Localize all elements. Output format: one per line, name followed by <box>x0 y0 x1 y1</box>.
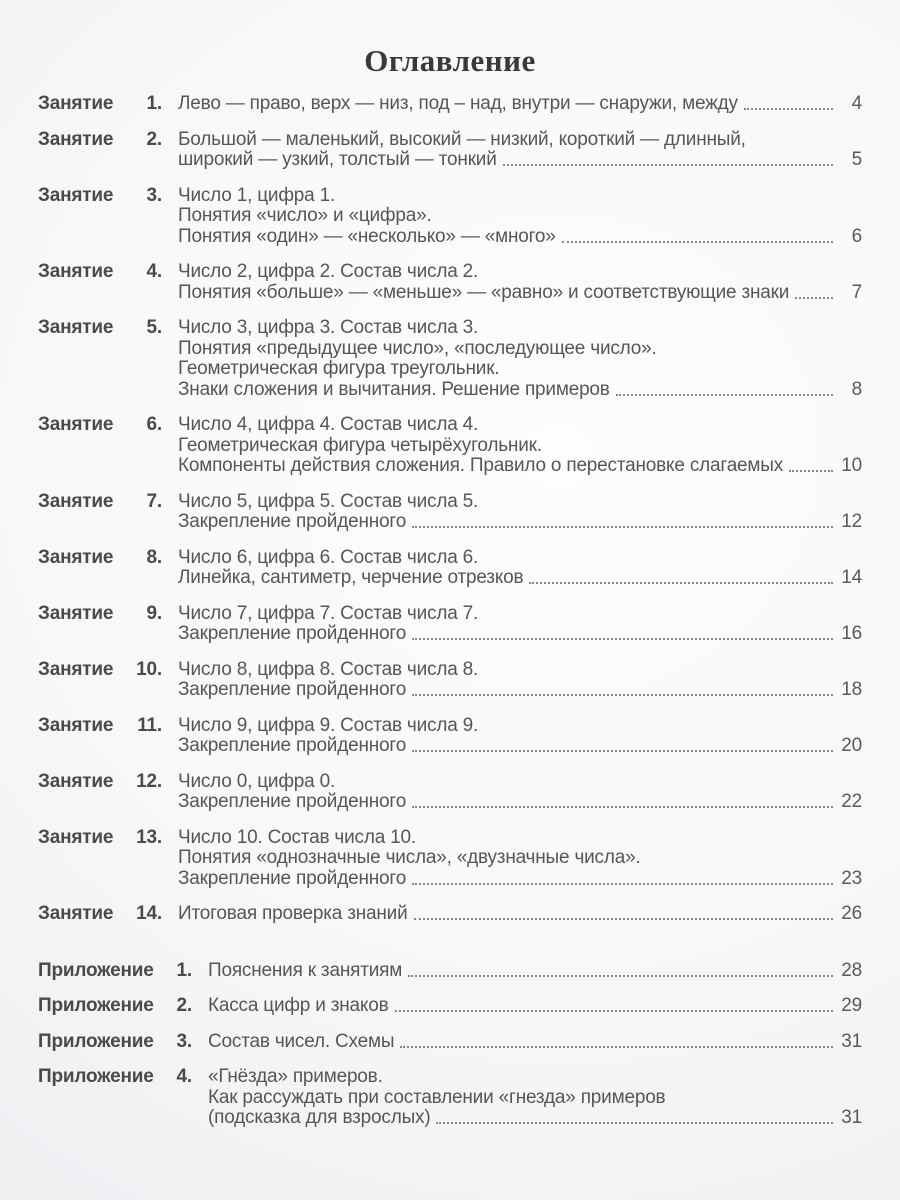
entry-label: Занятие <box>38 546 114 568</box>
toc-entry <box>38 492 862 533</box>
entry-line: Касса цифр и знаков <box>208 995 389 1016</box>
entry-line: Число 9, цифра 9. Состав числа 9. <box>178 714 479 736</box>
dot-leader <box>412 736 833 752</box>
entry-number: 6. <box>146 414 162 435</box>
entry-label: Приложение <box>38 995 154 1016</box>
page-number: 7 <box>851 281 862 303</box>
page-number: 22 <box>841 791 862 812</box>
entry-line: Число 0, цифра 0. <box>178 770 336 792</box>
entry-line: Итоговая проверка знаний <box>178 903 408 924</box>
entry-body <box>178 716 862 757</box>
entry-body <box>178 772 862 813</box>
entry-body <box>208 1067 862 1129</box>
entry-last-line <box>178 869 862 890</box>
dot-leader <box>529 568 833 584</box>
entry-line: Закрепление пройденного <box>178 623 407 644</box>
entry-line: (подсказка для взрослых) <box>208 1107 431 1128</box>
entry-line: Закрепление пройденного <box>178 679 407 700</box>
toc-lessons-section <box>38 94 862 925</box>
entry-last-line <box>178 227 862 248</box>
entry-number: 4. <box>176 1066 192 1087</box>
entry-number: 5. <box>146 317 162 338</box>
dot-leader <box>412 624 833 640</box>
page-number: 5 <box>851 149 862 170</box>
entry-last-line <box>178 94 862 115</box>
entry-line: Геометрическая фигура четырёхугольник. <box>178 434 542 456</box>
entry-number: 3. <box>146 184 162 206</box>
entry-label: Занятие <box>38 184 114 206</box>
entry-line: Как рассуждать при составлении «гнезда» примеров <box>208 1086 666 1108</box>
entry-body <box>208 1032 862 1053</box>
dot-leader <box>400 1032 833 1048</box>
entry-line: Знаки сложения и вычитания. Решение примеров <box>178 378 610 400</box>
entry-line: «Гнёзда» примеров. <box>208 1066 383 1087</box>
toc-entry <box>38 130 862 171</box>
entry-number: 14. <box>136 903 162 924</box>
entry-last-line <box>178 150 862 171</box>
entry-body <box>178 318 862 400</box>
entry-label: Занятие <box>38 602 114 624</box>
page-number: 23 <box>841 867 862 889</box>
entry-label: Занятие <box>38 317 114 338</box>
page-number: 8 <box>851 378 862 400</box>
entry-last-line <box>208 1032 862 1053</box>
dot-leader <box>408 961 833 977</box>
entry-label: Занятие <box>38 261 114 282</box>
entry-line: Состав чисел. Схемы <box>208 1030 395 1052</box>
entry-number: 13. <box>136 826 162 848</box>
entry-body <box>208 961 862 982</box>
entry-number: 9. <box>146 602 162 624</box>
entry-label: Занятие <box>38 128 114 150</box>
toc-entry <box>38 828 862 890</box>
dot-leader <box>744 94 833 110</box>
entry-label: Занятие <box>38 414 114 435</box>
entry-last-line <box>178 736 862 757</box>
entry-body <box>208 996 862 1017</box>
dot-leader <box>395 996 833 1012</box>
entry-label: Занятие <box>38 658 114 680</box>
entry-number: 1. <box>176 959 192 981</box>
dot-leader <box>436 1108 833 1124</box>
entry-line: Число 10. Состав числа 10. <box>178 826 416 848</box>
entry-number: 2. <box>176 995 192 1016</box>
entry-line: Число 1, цифра 1. <box>178 184 336 206</box>
toc-entry <box>38 604 862 645</box>
toc-entry <box>38 548 862 589</box>
dot-leader <box>412 680 833 696</box>
dot-leader <box>412 512 833 528</box>
entry-line: Закрепление пройденного <box>178 511 407 532</box>
toc-entry <box>38 996 862 1017</box>
toc-entry <box>38 772 862 813</box>
page-number: 12 <box>841 511 862 532</box>
page-number: 29 <box>841 995 862 1016</box>
entry-line: Закрепление пройденного <box>178 735 407 756</box>
entry-body <box>178 604 862 645</box>
toc-entry <box>38 904 862 925</box>
entry-number: 2. <box>146 128 162 150</box>
dot-leader <box>789 456 833 472</box>
entry-number: 11. <box>137 714 162 736</box>
entry-label: Занятие <box>38 714 114 736</box>
dot-leader <box>412 792 833 808</box>
entry-line: Закрепление пройденного <box>178 867 407 889</box>
dot-leader <box>562 227 833 243</box>
entry-number: 10. <box>136 658 162 680</box>
entry-line: широкий — узкий, толстый — тонкий <box>178 149 497 170</box>
entry-line: Число 3, цифра 3. Состав числа 3. <box>178 317 479 338</box>
entry-last-line <box>178 380 862 401</box>
entry-label: Приложение <box>38 1030 154 1052</box>
entry-label: Приложение <box>38 959 154 981</box>
entry-number: 4. <box>146 261 162 282</box>
entry-line: Понятия «предыдущее число», «последующее число». <box>178 337 657 359</box>
entry-line: Понятия «однозначные числа», «двузначные числа». <box>178 847 641 868</box>
toc-appendices-section <box>38 961 862 1129</box>
entry-label: Приложение <box>38 1066 154 1087</box>
entry-label: Занятие <box>38 770 114 792</box>
toc-entry <box>38 186 862 248</box>
page-number: 28 <box>841 959 862 981</box>
entry-label: Занятие <box>38 490 114 512</box>
entry-last-line <box>178 512 862 533</box>
toc-entry <box>38 961 862 982</box>
entry-body <box>178 186 862 248</box>
entry-body <box>178 415 862 477</box>
entry-line: Число 8, цифра 8. Состав числа 8. <box>178 658 479 680</box>
entry-line: Геометрическая фигура треугольник. <box>178 358 500 379</box>
entry-last-line <box>208 996 862 1017</box>
page-title: Оглавление <box>364 43 536 78</box>
entry-line: Компоненты действия сложения. Правило о перестановке слагаемых <box>178 455 784 476</box>
entry-line: Закрепление пройденного <box>178 791 407 812</box>
dot-leader <box>414 904 833 920</box>
entry-last-line <box>178 456 862 477</box>
entry-line: Число 7, цифра 7. Состав числа 7. <box>178 602 479 624</box>
entry-number: 3. <box>176 1030 192 1052</box>
entry-last-line <box>178 283 862 304</box>
entry-body <box>178 660 862 701</box>
page-number: 10 <box>841 455 862 476</box>
page-number: 31 <box>841 1030 862 1052</box>
toc-entry <box>38 660 862 701</box>
entry-last-line <box>208 1108 862 1129</box>
page-number: 14 <box>841 567 862 588</box>
entry-line: Линейка, сантиметр, черчение отрезков <box>178 567 524 588</box>
entry-line: Понятия «один» — «несколько» — «много» <box>178 225 556 247</box>
entry-label: Занятие <box>38 903 114 924</box>
entry-line: Понятия «больше» — «меньше» — «равно» и соответствующие знаки <box>178 281 790 303</box>
page-number: 18 <box>841 679 862 700</box>
toc-entry <box>38 1067 862 1129</box>
toc-entry <box>38 415 862 477</box>
toc-entry <box>38 262 862 303</box>
entry-label: Занятие <box>38 93 114 114</box>
entry-body <box>178 262 862 303</box>
entry-number: 7. <box>146 490 162 512</box>
entry-line: Число 4, цифра 4. Состав числа 4. <box>178 414 479 435</box>
entry-body <box>178 492 862 533</box>
entry-last-line <box>178 568 862 589</box>
entry-body <box>178 130 862 171</box>
entry-body <box>178 828 862 890</box>
toc-entry <box>38 1032 862 1053</box>
entry-body <box>178 904 862 925</box>
page-number: 20 <box>841 735 862 756</box>
toc-entry <box>38 716 862 757</box>
entry-number: 8. <box>146 546 162 568</box>
entry-last-line <box>208 961 862 982</box>
dot-leader <box>503 150 833 166</box>
entry-last-line <box>178 792 862 813</box>
entry-body <box>178 94 862 115</box>
page-number: 6 <box>851 225 862 247</box>
page-number: 16 <box>841 623 862 644</box>
entry-last-line <box>178 904 862 925</box>
entry-number: 1. <box>146 93 162 114</box>
dot-leader <box>412 869 833 885</box>
page-number: 31 <box>841 1107 862 1128</box>
entry-line: Пояснения к занятиям <box>208 959 403 981</box>
page-number: 4 <box>851 93 862 114</box>
entry-line: Большой — маленький, высокий — низкий, короткий — длинный, <box>178 128 746 150</box>
entry-body <box>178 548 862 589</box>
entry-number: 12. <box>136 770 162 792</box>
page-number: 26 <box>841 903 862 924</box>
dot-leader <box>616 380 833 396</box>
dot-leader <box>795 283 833 299</box>
entry-line: Лево — право, верх — низ, под – над, внутри — снаружи, между <box>178 93 738 114</box>
entry-last-line <box>178 624 862 645</box>
entry-line: Число 5, цифра 5. Состав числа 5. <box>178 490 479 512</box>
entry-label: Занятие <box>38 826 114 848</box>
entry-line: Понятия «число» и «цифра». <box>178 205 432 226</box>
toc-entry <box>38 318 862 400</box>
entry-last-line <box>178 680 862 701</box>
entry-line: Число 6, цифра 6. Состав числа 6. <box>178 546 479 568</box>
entry-line: Число 2, цифра 2. Состав числа 2. <box>178 261 479 282</box>
toc-entry <box>38 94 862 115</box>
